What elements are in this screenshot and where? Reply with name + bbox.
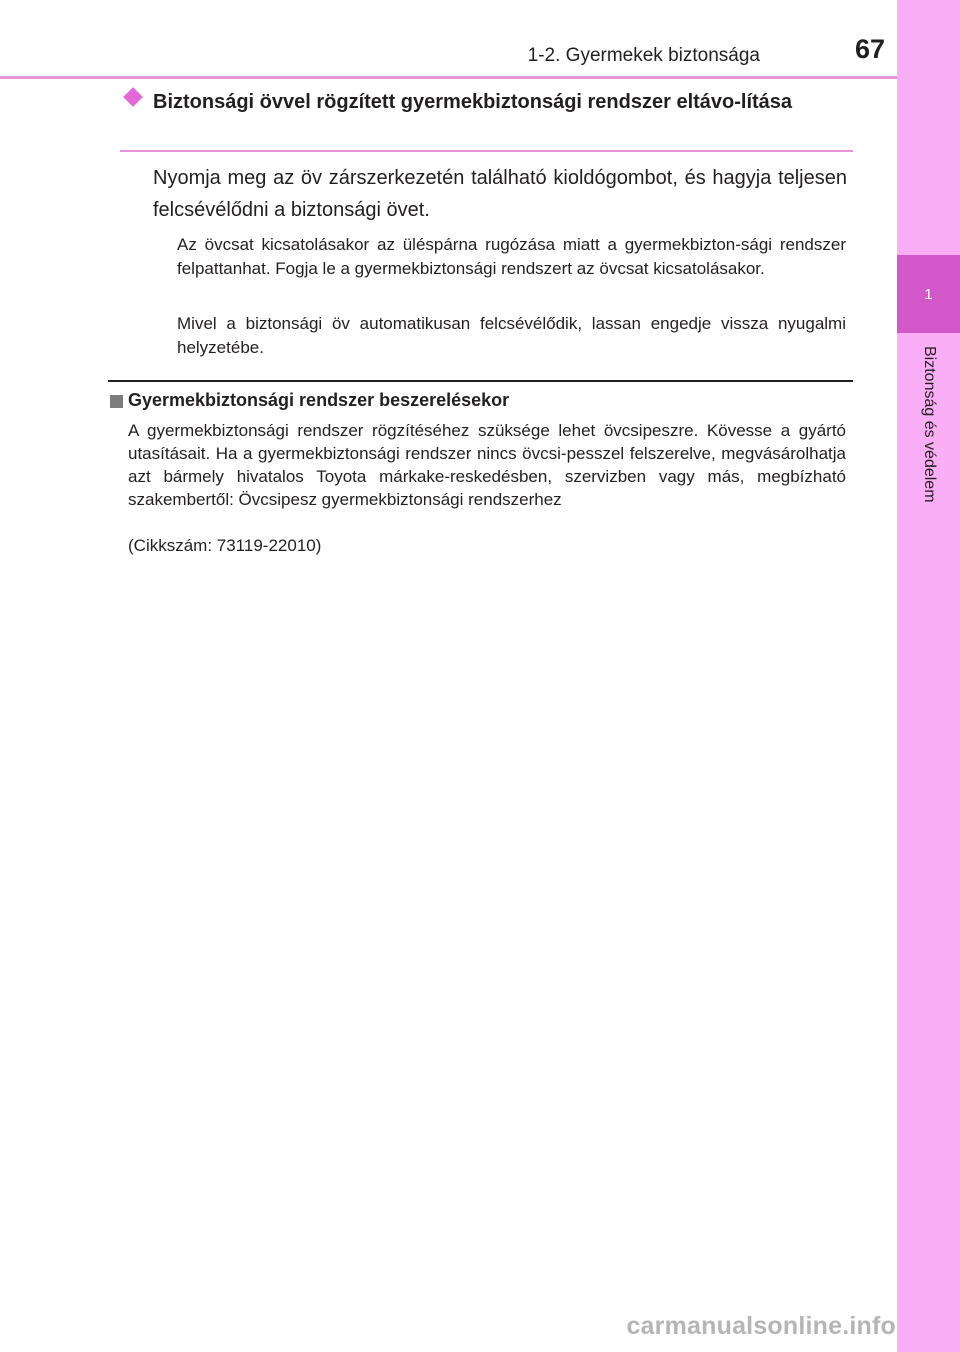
watermark: carmanualsonline.info (626, 1312, 896, 1340)
square-bullet-icon (110, 395, 123, 408)
chapter-tab[interactable] (897, 255, 960, 333)
side-tab-strip (897, 0, 960, 1352)
section-title: Biztonsági övvel rögzített gyermekbiztonsági rendszer eltávo-lítása (153, 91, 793, 113)
subsection-body: A gyermekbiztonsági rendszer rögzítéséhez szüksége lehet övcsipeszre. Kövesse a gyártó utasításait. Ha a gyermekbiztonsági rendszer nincs övcsi-pesszel felszerelve, megvásárolhatja azt bármely hivatalos Toyota márkake-reskedésben, szervizben vagy más, megbízható szakembertől: Övcsipesz gyermekbiztonsági rendszerhez (128, 421, 846, 509)
chapter-number: 1 (924, 285, 933, 303)
page-number: 67 (854, 34, 885, 64)
note-paragraph: Mivel a biztonsági öv automatikusan felcsévélődik, lassan engedje vissza nyugalmi helyzetébe. (177, 314, 846, 357)
diamond-bullet-icon (123, 87, 143, 107)
section-divider (108, 380, 853, 382)
header-rule (0, 76, 897, 79)
note-paragraph: Az övcsat kicsatolásakor az üléspárna rugózása miatt a gyermekbizton-sági rendszer felpattanhat. Fogja le a gyermekbiztonsági rendszert az övcsat kicsatolásakor. (177, 235, 846, 278)
part-number: (Cikkszám: 73119-22010) (128, 536, 322, 555)
instruction-text: Nyomja meg az öv zárszerkezetén található kioldógombot, és hagyja teljesen felcsévélődni a biztonsági övet. (153, 167, 847, 221)
subsection-title: Gyermekbiztonsági rendszer beszerelésekor (128, 390, 510, 410)
running-header: 1-2. Gyermekek biztonsága (527, 45, 760, 66)
chapter-title: Biztonság és védelem (921, 346, 938, 503)
title-rule (120, 150, 853, 152)
